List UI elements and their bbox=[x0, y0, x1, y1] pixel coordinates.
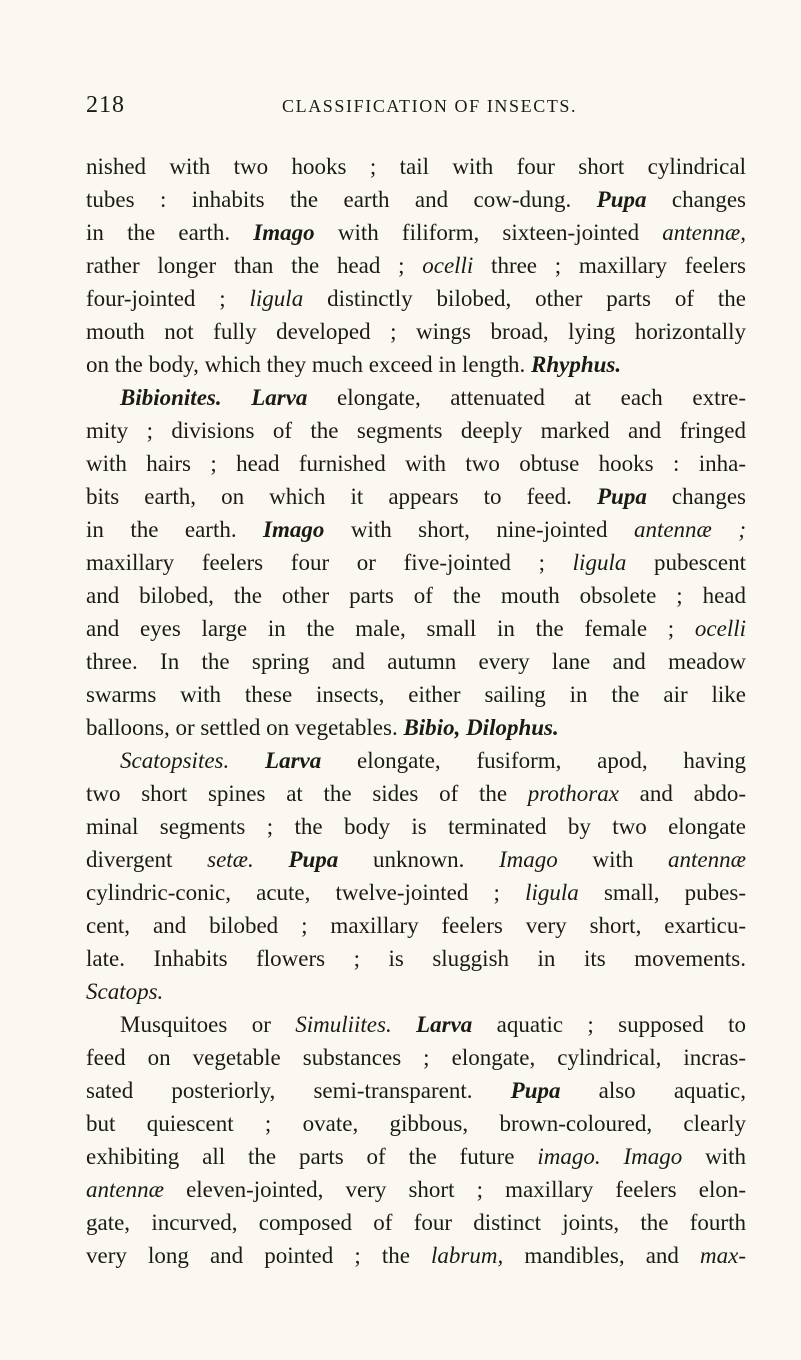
text-line bbox=[86, 315, 746, 348]
text-line bbox=[86, 480, 746, 513]
text-line bbox=[86, 183, 746, 216]
emphasis-run: Scatopsites. bbox=[120, 748, 230, 773]
emphasis-run: antennæ bbox=[86, 1177, 164, 1202]
text-line bbox=[86, 942, 746, 975]
text-run: eleven-jointed, very short ; maxillary feelers elon- bbox=[163, 1177, 746, 1202]
text-line bbox=[86, 1074, 746, 1107]
emphasis-run: Larva bbox=[251, 385, 308, 410]
emphasis-run: ligula bbox=[249, 286, 304, 311]
text-run: rather longer than the head ; bbox=[86, 253, 423, 278]
text-run: balloons, or settled on vegetables. bbox=[86, 715, 404, 740]
emphasis-run: prothorax bbox=[527, 781, 619, 806]
emphasis-run: Simuliites. bbox=[295, 1012, 392, 1037]
text-line bbox=[86, 612, 746, 645]
text-line bbox=[86, 1008, 746, 1041]
emphasis-run: setæ. bbox=[207, 847, 254, 872]
text-line bbox=[86, 216, 746, 249]
text-line bbox=[86, 1041, 746, 1074]
text-run: on the body, which they much exceed in length. bbox=[86, 352, 531, 377]
page-header bbox=[0, 92, 801, 128]
emphasis-run: Pupa bbox=[597, 484, 647, 509]
text-line bbox=[86, 678, 746, 711]
emphasis-run: Pupa bbox=[596, 187, 647, 212]
text-line bbox=[86, 1206, 746, 1239]
emphasis-run: Pupa bbox=[288, 847, 339, 872]
text-run: cent, and bilobed ; maxillary feelers very short, exarticu- bbox=[86, 913, 746, 938]
text-line bbox=[86, 711, 746, 744]
emphasis-run: Imago bbox=[263, 517, 325, 542]
text-run: mouth not fully developed ; wings broad, lying horizontally bbox=[86, 319, 746, 344]
text-line bbox=[86, 1239, 746, 1272]
text-run: late. Inhabits flowers ; is sluggish in its movements. bbox=[86, 946, 746, 971]
emphasis-run: imago. bbox=[537, 1144, 601, 1169]
text-line bbox=[86, 843, 746, 876]
text-line bbox=[86, 513, 746, 546]
text-run: tubes : inhabits the earth and cow-dung. bbox=[86, 187, 597, 212]
text-run: exhibiting all the parts of the future bbox=[86, 1144, 538, 1169]
text-run: unknown. bbox=[338, 847, 500, 872]
page-number: 218 bbox=[86, 92, 125, 118]
text-run: maxillary feelers four or five-jointed ; bbox=[86, 550, 573, 575]
text-run: aquatic ; supposed to bbox=[472, 1012, 747, 1037]
emphasis-run: Scatops. bbox=[86, 979, 164, 1004]
text-run: and eyes large in the male, small in the female ; bbox=[86, 616, 695, 641]
text-run: but quiescent ; ovate, gibbous, brown-coloured, clearly bbox=[86, 1111, 746, 1136]
text-line bbox=[86, 249, 746, 282]
text-run: pubescent bbox=[626, 550, 746, 575]
text-line bbox=[86, 909, 746, 942]
text-run: with bbox=[557, 847, 669, 872]
text-line bbox=[86, 447, 746, 480]
text-line bbox=[86, 1173, 746, 1206]
running-head: CLASSIFICATION OF INSECTS. bbox=[282, 96, 578, 116]
text-run: swarms with these insects, either sailing in the air like bbox=[86, 682, 746, 707]
text-run: nished with two hooks ; tail with four short cylindrical bbox=[86, 154, 746, 179]
emphasis-run: max- bbox=[700, 1243, 747, 1268]
text-run: four-jointed ; bbox=[86, 286, 250, 311]
emphasis-run: Bibionites. bbox=[120, 385, 222, 410]
emphasis-run: Imago bbox=[499, 847, 558, 872]
emphasis-run: ligula bbox=[572, 550, 627, 575]
text-line bbox=[86, 381, 746, 414]
text-run bbox=[392, 1012, 416, 1037]
text-run: Musquitoes or bbox=[120, 1012, 296, 1037]
text-line bbox=[86, 810, 746, 843]
text-run: three ; maxillary feelers bbox=[473, 253, 746, 278]
text-run: and bilobed, the other parts of the mouth obsolete ; head bbox=[86, 583, 746, 608]
text-run: cylindric-conic, acute, twelve-jointed ; bbox=[86, 880, 526, 905]
text-run: divergent bbox=[86, 847, 208, 872]
emphasis-run: ligula bbox=[525, 880, 579, 905]
text-run: in the earth. bbox=[86, 517, 264, 542]
text-line bbox=[86, 150, 746, 183]
text-run: feed on vegetable substances ; elongate, cylindrical, incras- bbox=[86, 1045, 746, 1070]
text-run: small, pubes- bbox=[578, 880, 746, 905]
emphasis-run: Larva bbox=[416, 1012, 473, 1037]
emphasis-run: Pupa bbox=[510, 1078, 561, 1103]
text-run: with bbox=[682, 1144, 747, 1169]
text-run: elongate, fusiform, apod, having bbox=[321, 748, 747, 773]
emphasis-run: Bibio, Dilophus. bbox=[403, 715, 559, 740]
emphasis-run: Larva bbox=[265, 748, 322, 773]
text-line bbox=[86, 975, 746, 1008]
body-text bbox=[86, 150, 746, 1272]
text-line bbox=[86, 348, 746, 381]
text-run: elongate, attenuated at each extre- bbox=[307, 385, 746, 410]
emphasis-run: ocelli bbox=[694, 616, 746, 641]
text-line bbox=[86, 1107, 746, 1140]
text-run: also aquatic, bbox=[560, 1078, 746, 1103]
text-run: two short spines at the sides of the bbox=[86, 781, 528, 806]
text-run: bits earth, on which it appears to feed. bbox=[86, 484, 597, 509]
text-run: gate, incurved, composed of four distinct joints, the fourth bbox=[86, 1210, 746, 1235]
text-run: three. In the spring and autumn every lane and meadow bbox=[86, 649, 746, 674]
text-run bbox=[254, 847, 289, 872]
text-run bbox=[222, 385, 252, 410]
text-line bbox=[86, 744, 746, 777]
text-run bbox=[601, 1144, 624, 1169]
emphasis-run: Imago bbox=[253, 220, 315, 245]
text-line bbox=[86, 777, 746, 810]
text-line bbox=[86, 876, 746, 909]
text-line bbox=[86, 546, 746, 579]
emphasis-run: antennæ, bbox=[662, 220, 746, 245]
text-line bbox=[86, 282, 746, 315]
emphasis-run: antennæ ; bbox=[633, 517, 746, 542]
text-run: with filiform, sixteen-jointed bbox=[314, 220, 663, 245]
text-run: minal segments ; the body is terminated by two elongate bbox=[86, 814, 746, 839]
text-run: mandibles, and bbox=[503, 1243, 701, 1268]
emphasis-run: labrum, bbox=[431, 1243, 504, 1268]
text-line bbox=[86, 414, 746, 447]
emphasis-run: Rhyphus. bbox=[530, 352, 622, 377]
text-run: sated posteriorly, semi-transparent. bbox=[86, 1078, 511, 1103]
text-run: changes bbox=[646, 484, 746, 509]
text-run: changes bbox=[646, 187, 746, 212]
text-run bbox=[229, 748, 265, 773]
text-line bbox=[86, 579, 746, 612]
text-run: with short, nine-jointed bbox=[324, 517, 634, 542]
text-run: distinctly bilobed, other parts of the bbox=[303, 286, 746, 311]
emphasis-run: antennæ bbox=[668, 847, 746, 872]
text-run: in the earth. bbox=[86, 220, 254, 245]
text-run: very long and pointed ; the bbox=[86, 1243, 432, 1268]
emphasis-run: ocelli bbox=[422, 253, 474, 278]
emphasis-run: Imago bbox=[623, 1144, 683, 1169]
text-line bbox=[86, 1140, 746, 1173]
text-line bbox=[86, 645, 746, 678]
text-run: mity ; divisions of the segments deeply marked and fringed bbox=[86, 418, 746, 443]
text-run: and abdo- bbox=[618, 781, 746, 806]
text-run: with hairs ; head furnished with two obtuse hooks : inha- bbox=[86, 451, 746, 476]
